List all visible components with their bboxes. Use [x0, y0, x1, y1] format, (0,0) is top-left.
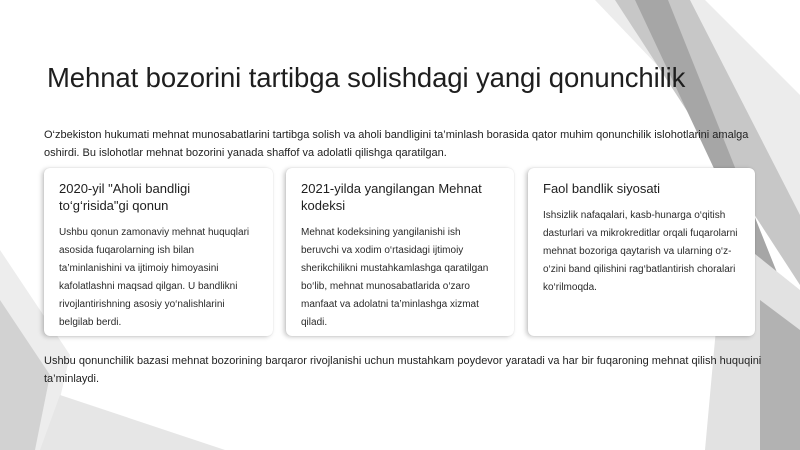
card-labor-code: [286, 168, 514, 336]
card-body: Ishsizlik nafaqalari, kasb-hunarga o‘qitish dasturlari va mikrokreditlar orqali fuqarolarni mehnat bozoriga qaytarish va ularning o‘z-o‘zini band qilishini rag‘batlantirish choralari ko‘rilmoqda.: [543, 210, 738, 293]
card-body: Ushbu qonun zamonaviy mehnat huquqlari asosida fuqarolarning ish bilan ta’minlanishini va ijtimoiy himoyasini kafolatlashni maqsad qilgan. U bandlikni rivojlantirishning asosiy yo‘nalishlarini belgilab berdi.: [59, 227, 250, 328]
card-title: Faol bandlik siyosati: [543, 181, 661, 196]
card-active-employment-policy: [528, 168, 755, 336]
card-title: 2020-yil "Aholi bandligi to‘g‘risida"gi qonun: [59, 181, 191, 213]
card-employment-law: [44, 168, 273, 336]
conclusion-paragraph: Ushbu qonunchilik bazasi mehnat bozorining barqaror rivojlanishi uchun mustahkam poydevor yaratadi va har bir fuqaroning mehnat qilish huquqini ta’minlaydi.: [44, 355, 762, 385]
card-title: 2021-yilda yangilangan Mehnat kodeksi: [301, 181, 482, 213]
card-body: Mehnat kodeksining yangilanishi ish beruvchi va xodim o‘rtasidagi ijtimoiy sherikchilikni mustahkamlashga qaratilgan bo‘lib, mehnat munosabatlarida o‘zaro manfaat va adolatni ta’minlashga xizmat qiladi.: [301, 227, 489, 328]
intro-paragraph: O‘zbekiston hukumati mehnat munosabatlarini tartibga solish va aholi bandligini ta’minlash borasida qator muhim qonunchilik islohotlarini amalga oshirdi. Bu islohotlar mehnat bozorini yanada shaffof va adolatli qilishga qaratilgan.: [44, 129, 749, 159]
slide-title: Mehnat bozorini tartibga solishdagi yangi qonunchilik: [47, 62, 686, 93]
